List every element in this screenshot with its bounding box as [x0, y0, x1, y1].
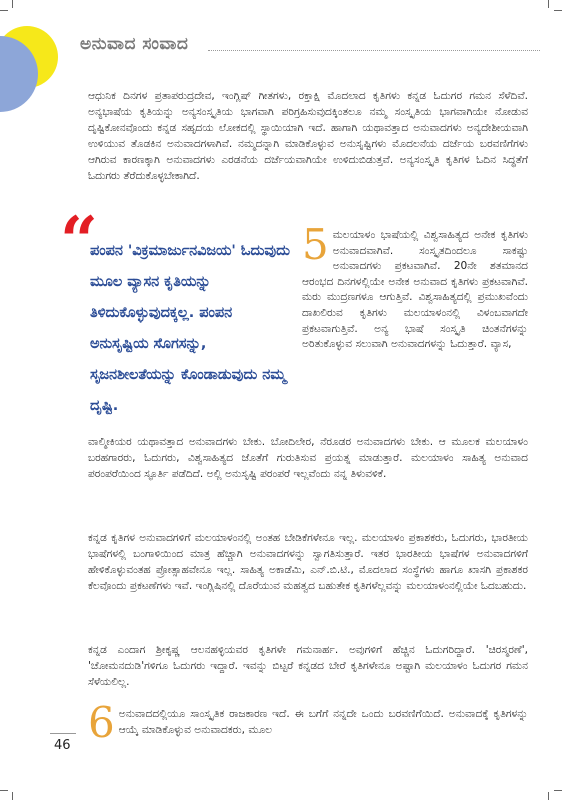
article-paragraph-5: ಕನ್ನಡ ಎಂದಾಗ ಶ್ರೀಕೃಷ್ಣ ಆಲನಹಳ್ಳಿಯವರ ಕೃತಿಗಳೇ ಗಮನಾರ್ಹ. ಅವುಗಳಿಗೆ ಹೆಚ್ಚಿನ ಓದುಗರಿದ್ದಾರೆ. 'ಚಿರಸ್ಮರಣೆ', 'ಚೋಮನದುಡಿ'ಗಳಿಗೂ ಓದುಗರು ಇದ್ದಾರೆ. ಇವನ್ನು ಬಿಟ್ಟರೆ ಕನ್ನಡದ ಬೇರೆ ಕೃತಿಗಳೇನೂ ಅಷ್ಟಾಗಿ ಮಲಯಾಳಂ ಓದುಗರ ಗಮನ ಸೆಳೆಯಲಿಲ್ಲ.: [88, 644, 528, 688]
article-paragraph-2: [302, 220, 528, 353]
footer-rule: [50, 733, 76, 734]
crop-mark: [548, 792, 549, 800]
pull-quote: ಪಂಪನ 'ವಿಕ್ರಮಾರ್ಜುನವಿಜಯ' ಓದುವುದು ಮೂಲ ವ್ಯಾಸನ ಕೃತಿಯನ್ನು ತಿಳಿದುಕೊಳ್ಳುವುದಕ್ಕಲ್ಲ. ಪಂಪನ ಅನುಸೃಷ್ಟಿಯ ಸೊಗಸನ್ನು, ಸೃಜನಶೀಲತೆಯನ್ನು ಕೊಂಡಾಡುವುದು ನಮ್ಮ ದೃಷ್ಟಿ.: [90, 243, 290, 414]
dropcap-number: 6: [88, 698, 115, 747]
crop-mark: [0, 10, 8, 11]
section-title: ಅನುವಾದ ಸಂವಾದ: [80, 34, 189, 54]
article-paragraph-6-text: ಅನುವಾದದಲ್ಲಿಯೂ ಸಾಂಸ್ಕೃತಿಕ ರಾಜಕಾರಣ ಇದೆ. ಈ ಬಗೆಗೆ ನನ್ನದೇ ಒಂದು ಬರವಣಿಗೆಯಿದೆ. ಅನುವಾದಕ್ಕೆ ಕೃತಿಗಳನ್ನು ಆಯ್ಕೆ ಮಾಡಿಕೊಳ್ಳುವ ಅನುವಾದಕರು, ಮೂಲ: [118, 708, 528, 736]
pull-quote-mark-icon: “: [60, 202, 98, 280]
article-paragraph-1: ಆಧುನಿಕ ದಿನಗಳ ಪ್ರತಾಪರುದ್ರದೇವ, ಇಂಗ್ಲಿಷ್ ಗೀತಗಳು, ರಕ್ತಾಕ್ಷಿ ಮೊದಲಾದ ಕೃತಿಗಳು ಕನ್ನಡ ಓದುಗರ ಗಮನ ಸೆಳೆದಿವೆ. ಅನ್ಯಭಾಷೆಯ ಕೃತಿಯನ್ನು ಅನ್ಯಸಂಸ್ಕೃತಿಯ ಭಾಗವಾಗಿ ಪರಿಗ್ರಹಿಸುವುದಕ್ಕಿಂತಲೂ ನಮ್ಮ ಸಂಸ್ಕೃತಿಯ ಭಾಗವಾಗಿಯೇ ನೋಡುವ ದೃಷ್ಟಿಕೋನವೊಂದು ಕನ್ನಡ ಸಹೃದಯ ಲೋಕದಲ್ಲಿ ಸ್ಥಾಯಿಯಾಗಿ ಇದೆ. ಹಾಗಾಗಿ ಯಥಾವತ್ತಾದ ಅನುವಾದಗಳು ಅನ್ಯದೇಶೀಯವಾಗಿ ಉಳಿಯುವ ತೊಡಕಿನ ಅನುವಾದಗಳಾಗಿವೆ. ನಮ್ಮದನ್ನಾಗಿ ಮಾಡಿಕೊಳ್ಳುವ ಅನುಸೃಷ್ಟಿಗಳು ಮೊದಲನೆಯ ದರ್ಜೆಯ ಬರವಣಿಗೆಗಳು ಆಗಿರುವ ಕಾರಣಕ್ಕಾಗಿ ಅನುವಾದಗಳು ಎರಡನೆಯ ದರ್ಜೆಯವಾಗಿಯೇ ಉಳಿದುಬಿಡುತ್ತವೆ. ಅನ್ಯಸಂಸ್ಕೃತಿ ಕೃತಿಗಳ ಓದಿನ ಸಿದ್ಧತೆಗೆ ಓದುಗರು ತೆರೆದುಕೊಳ್ಳಬೇಕಾಗಿದೆ.: [88, 90, 528, 182]
article-paragraph-2-text: ಮಲಯಾಳಂ ಭಾಷೆಯಲ್ಲಿ ವಿಶ್ವಸಾಹಿತ್ಯದ ಅನೇಕ ಕೃತಿಗಳು ಅನುವಾದವಾಗಿವೆ. ಸಂಸ್ಕೃತದಿಂದಲೂ ಸಾಕಷ್ಟು ಅನುವಾದಗಳು ಪ್ರಕಟವಾಗಿವೆ. 20ನೇ ಶತಮಾನದ ಆರಂಭದ ದಿನಗಳಲ್ಲಿಯೇ ಅನೇಕ ಅನುವಾದ ಕೃತಿಗಳು ಪ್ರಕಟವಾಗಿವೆ. ಮರು ಮುದ್ರಣಗಳೂ ಆಗುತ್ತಿವೆ. ವಿಶ್ವಸಾಹಿತ್ಯದಲ್ಲಿ ಪ್ರಮುಖವೆಂದು ದಾಖಲಿರುವ ಕೃತಿಗಳು ಮಲಯಾಳಂನಲ್ಲಿ ವಿಳಂಬವಾಗದೇ ಪ್ರಕಟವಾಗುತ್ತಿವೆ. ಅನ್ಯ ಭಾಷೆ ಸಂಸ್ಕೃತಿ ಚಿಂತನೆಗಳನ್ನು ಅರಿತುಕೊಳ್ಳುವ ಸಲುವಾಗಿ ಅನುವಾದಗಳನ್ನು ಓದುತ್ತಾರೆ. ವ್ಯಾಸ,: [302, 229, 528, 351]
article-paragraph-6: [88, 698, 528, 747]
dropcap-number: 5: [302, 220, 329, 269]
crop-mark: [548, 0, 549, 8]
title-dotted-rule: [208, 50, 540, 51]
crop-mark: [0, 790, 8, 791]
article-paragraph-3: ವಾಲ್ಮೀಕಿಯರ ಯಥಾವತ್ತಾದ ಅನುವಾದಗಳು ಬೇಕು. ಬೋದಿಲೇರ, ನೆರೂಡರ ಅನುವಾದಗಳು ಬೇಕು. ಆ ಮೂಲಕ ಮಲಯಾಳಂ ಬರಹಗಾರರು, ಓದುಗರು, ವಿಶ್ವಸಾಹಿತ್ಯದ ಜೊತೆಗೆ ಗುರುತಿಸುವ ಪ್ರಯತ್ನ ಮಾಡುತ್ತಾರೆ. ಮಲಯಾಳಂ ಸಾಹಿತ್ಯ ಅನುವಾದ ಪರಂಪರೆಯಿಂದ ಸ್ಫೂರ್ತಿ ಪಡೆದಿದೆ. ಅಲ್ಲಿ ಅನುಸೃಷ್ಟಿ ಪರಂಪರೆ ಇಲ್ಲವೆಂದು ನನ್ನ ತಿಳುವಳಿಕೆ.: [88, 436, 528, 480]
crop-mark: [12, 0, 13, 8]
crop-mark: [554, 10, 562, 11]
crop-mark: [12, 792, 13, 800]
article-paragraph-4: ಕನ್ನಡ ಕೃತಿಗಳ ಅನುವಾದಗಳಿಗೆ ಮಲಯಾಳಂನಲ್ಲಿ ಅಂತಹ ಬೇಡಿಕೆಗಳೇನೂ ಇಲ್ಲ. ಮಲಯಾಳಂ ಪ್ರಕಾಶಕರು, ಓದುಗರು, ಭಾರತೀಯ ಭಾಷೆಗಳಲ್ಲಿ ಬಂಗಾಳಿಯಿಂದ ಮಾತ್ರ ಹೆಚ್ಚಾಗಿ ಅನುವಾದಗಳನ್ನು ಸ್ವಾಗತಿಸುತ್ತಾರೆ. ಇತರ ಭಾರತೀಯ ಭಾಷೆಗಳ ಅನುವಾದಗಳಿಗೆ ಹೇಳಿಕೊಳ್ಳುವಂತಹ ಪ್ರೋತ್ಸಾಹವೇನೂ ಇಲ್ಲ. ಸಾಹಿತ್ಯ ಅಕಾಡೆಮಿ, ಎನ್.ಬಿ.ಟಿ., ಮೊದಲಾದ ಸಂಸ್ಥೆಗಳು ಹಾಗೂ ಖಾಸಗಿ ಪ್ರಕಾಶಕರ ಕೆಲವೊಂದು ಪ್ರಕಟಣೆಗಳು ಇವೆ. ಇಂಗ್ಲಿಷಿನಲ್ಲಿ ದೊರೆಯುವ ಮಹತ್ವದ ಬಹುತೇಕ ಕೃತಿಗಳೆಲ್ಲವನ್ನು ಮಲಯಾಳಂನಲ್ಲಿಯೇ ಓದಬಹುದು.: [88, 532, 528, 592]
crop-mark: [554, 790, 562, 791]
page-number: 46: [54, 738, 71, 753]
